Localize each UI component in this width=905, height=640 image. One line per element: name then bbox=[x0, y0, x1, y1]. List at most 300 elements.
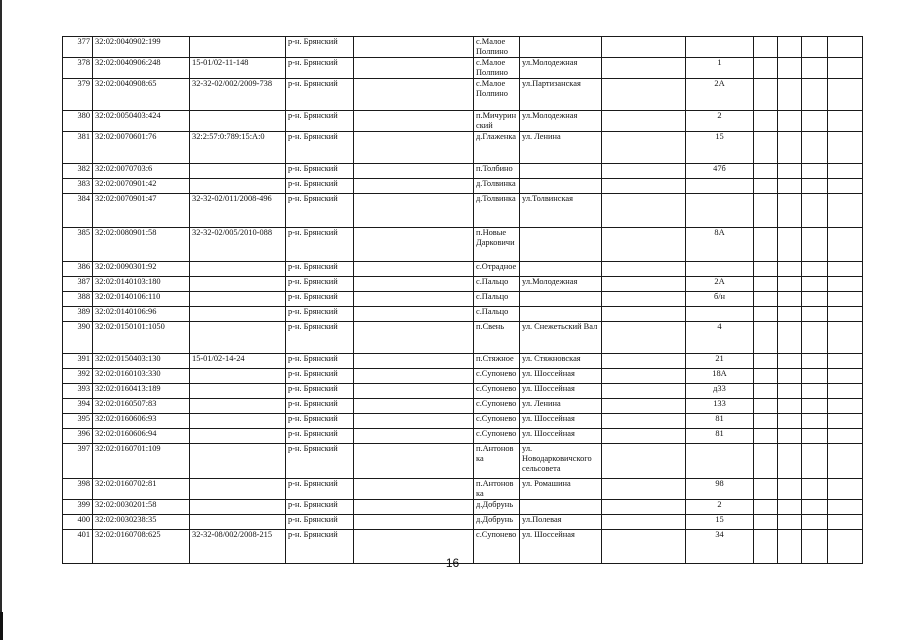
row-number: 390 bbox=[63, 322, 93, 354]
empty-cell bbox=[754, 307, 778, 322]
table-row bbox=[63, 111, 863, 132]
empty-cell bbox=[354, 194, 474, 228]
empty-cell bbox=[778, 228, 802, 262]
empty-cell bbox=[828, 79, 863, 111]
empty-cell bbox=[754, 444, 778, 479]
district: р-н. Брянский bbox=[286, 307, 354, 322]
cadastral-number: 32:02:0140103:180 bbox=[93, 277, 190, 292]
empty-cell bbox=[802, 111, 828, 132]
empty-cell bbox=[754, 384, 778, 399]
table-row bbox=[63, 444, 863, 479]
empty-cell bbox=[754, 262, 778, 277]
settlement: п.Новые Дарковичи bbox=[474, 228, 520, 262]
street: ул. Шоссейная bbox=[520, 384, 602, 399]
empty-cell bbox=[802, 515, 828, 530]
street: ул. Ромашина bbox=[520, 479, 602, 500]
table-row bbox=[63, 132, 863, 164]
empty-cell bbox=[354, 179, 474, 194]
empty-cell bbox=[354, 307, 474, 322]
district: р-н. Брянский bbox=[286, 414, 354, 429]
registration-number bbox=[190, 384, 286, 399]
empty-cell bbox=[802, 399, 828, 414]
settlement: п.Антоновка bbox=[474, 444, 520, 479]
empty-cell bbox=[602, 515, 686, 530]
registration-number bbox=[190, 179, 286, 194]
district: р-н. Брянский bbox=[286, 228, 354, 262]
empty-cell bbox=[754, 500, 778, 515]
empty-cell bbox=[828, 111, 863, 132]
settlement: д.Добрунь bbox=[474, 500, 520, 515]
registration-number bbox=[190, 500, 286, 515]
empty-cell bbox=[778, 399, 802, 414]
empty-cell bbox=[602, 164, 686, 179]
empty-cell bbox=[778, 111, 802, 132]
empty-cell bbox=[354, 322, 474, 354]
registration-number bbox=[190, 429, 286, 444]
empty-cell bbox=[778, 444, 802, 479]
empty-cell bbox=[602, 111, 686, 132]
settlement: д.Добрунь bbox=[474, 515, 520, 530]
table-row bbox=[63, 179, 863, 194]
cadastral-number: 32:02:0160702:81 bbox=[93, 479, 190, 500]
street bbox=[520, 307, 602, 322]
settlement: д.Толвинка bbox=[474, 179, 520, 194]
empty-cell bbox=[802, 262, 828, 277]
table-row bbox=[63, 354, 863, 369]
empty-cell bbox=[828, 500, 863, 515]
empty-cell bbox=[602, 384, 686, 399]
empty-cell bbox=[802, 369, 828, 384]
settlement: п.Стяжное bbox=[474, 354, 520, 369]
empty-cell bbox=[778, 384, 802, 399]
empty-cell bbox=[778, 292, 802, 307]
house-number: 2А bbox=[686, 277, 754, 292]
cadastral-number: 32:02:0070901:47 bbox=[93, 194, 190, 228]
house-number: 98 bbox=[686, 479, 754, 500]
district: р-н. Брянский bbox=[286, 322, 354, 354]
table-row bbox=[63, 292, 863, 307]
cadastral-number: 32:02:0160606:94 bbox=[93, 429, 190, 444]
table-row bbox=[63, 322, 863, 354]
table-row bbox=[63, 414, 863, 429]
empty-cell bbox=[828, 429, 863, 444]
registration-number bbox=[190, 262, 286, 277]
empty-cell bbox=[778, 429, 802, 444]
table-row bbox=[63, 277, 863, 292]
empty-cell bbox=[602, 354, 686, 369]
table-row bbox=[63, 515, 863, 530]
empty-cell bbox=[778, 164, 802, 179]
row-number: 393 bbox=[63, 384, 93, 399]
street bbox=[520, 292, 602, 307]
house-number: б/н bbox=[686, 292, 754, 307]
empty-cell bbox=[754, 322, 778, 354]
row-number: 399 bbox=[63, 500, 93, 515]
empty-cell bbox=[354, 354, 474, 369]
registration-number bbox=[190, 37, 286, 58]
settlement: п.Толбино bbox=[474, 164, 520, 179]
property-register-table bbox=[62, 36, 863, 564]
district: р-н. Брянский bbox=[286, 530, 354, 564]
empty-cell bbox=[602, 414, 686, 429]
empty-cell bbox=[828, 277, 863, 292]
settlement: с.Супонево bbox=[474, 399, 520, 414]
district: р-н. Брянский bbox=[286, 500, 354, 515]
empty-cell bbox=[754, 228, 778, 262]
registration-number bbox=[190, 369, 286, 384]
row-number: 398 bbox=[63, 479, 93, 500]
empty-cell bbox=[602, 399, 686, 414]
empty-cell bbox=[778, 262, 802, 277]
district: р-н. Брянский bbox=[286, 354, 354, 369]
house-number: 81 bbox=[686, 429, 754, 444]
empty-cell bbox=[828, 37, 863, 58]
registration-number: 32-32-02/011/2008-496 bbox=[190, 194, 286, 228]
cadastral-number: 32:02:0160701:109 bbox=[93, 444, 190, 479]
row-number: 394 bbox=[63, 399, 93, 414]
district: р-н. Брянский bbox=[286, 479, 354, 500]
house-number bbox=[686, 444, 754, 479]
empty-cell bbox=[778, 369, 802, 384]
empty-cell bbox=[602, 307, 686, 322]
settlement: с.Малое Полпино bbox=[474, 58, 520, 79]
registration-number bbox=[190, 164, 286, 179]
street bbox=[520, 37, 602, 58]
settlement: с.Отрадное bbox=[474, 262, 520, 277]
street bbox=[520, 164, 602, 179]
empty-cell bbox=[354, 37, 474, 58]
street bbox=[520, 262, 602, 277]
empty-cell bbox=[602, 194, 686, 228]
table-row bbox=[63, 384, 863, 399]
street: ул. Шоссейная bbox=[520, 429, 602, 444]
table-row bbox=[63, 479, 863, 500]
empty-cell bbox=[802, 500, 828, 515]
table-row bbox=[63, 307, 863, 322]
street bbox=[520, 179, 602, 194]
empty-cell bbox=[602, 322, 686, 354]
empty-cell bbox=[778, 277, 802, 292]
empty-cell bbox=[802, 194, 828, 228]
street: ул. Новодарковичского сельсовета bbox=[520, 444, 602, 479]
settlement: с.Пальцо bbox=[474, 307, 520, 322]
empty-cell bbox=[778, 79, 802, 111]
empty-cell bbox=[778, 515, 802, 530]
empty-cell bbox=[354, 277, 474, 292]
table-row bbox=[63, 399, 863, 414]
cadastral-number: 32:02:0090301:92 bbox=[93, 262, 190, 277]
house-number bbox=[686, 179, 754, 194]
empty-cell bbox=[354, 444, 474, 479]
row-number: 391 bbox=[63, 354, 93, 369]
registration-number bbox=[190, 292, 286, 307]
empty-cell bbox=[602, 58, 686, 79]
house-number: 21 bbox=[686, 354, 754, 369]
empty-cell bbox=[354, 228, 474, 262]
registration-number bbox=[190, 277, 286, 292]
house-number: 2 bbox=[686, 111, 754, 132]
district: р-н. Брянский bbox=[286, 37, 354, 58]
row-number: 396 bbox=[63, 429, 93, 444]
empty-cell bbox=[778, 307, 802, 322]
cadastral-number: 32:02:0160507:83 bbox=[93, 399, 190, 414]
house-number: 1 bbox=[686, 58, 754, 79]
cadastral-number: 32:02:0160606:93 bbox=[93, 414, 190, 429]
registration-number: 32:2:57:0:789:15:А:0 bbox=[190, 132, 286, 164]
district: р-н. Брянский bbox=[286, 132, 354, 164]
empty-cell bbox=[602, 179, 686, 194]
empty-cell bbox=[778, 179, 802, 194]
empty-cell bbox=[354, 515, 474, 530]
house-number: 34 bbox=[686, 530, 754, 564]
empty-cell bbox=[602, 500, 686, 515]
empty-cell bbox=[778, 354, 802, 369]
empty-cell bbox=[828, 179, 863, 194]
row-number: 384 bbox=[63, 194, 93, 228]
empty-cell bbox=[828, 322, 863, 354]
registration-number: 32-32-02/005/2010-088 bbox=[190, 228, 286, 262]
cadastral-number: 32:02:0070703:6 bbox=[93, 164, 190, 179]
empty-cell bbox=[828, 58, 863, 79]
street: ул.Молодежная bbox=[520, 277, 602, 292]
empty-cell bbox=[754, 37, 778, 58]
page-left-edge bbox=[0, 0, 2, 640]
empty-cell bbox=[802, 79, 828, 111]
row-number: 389 bbox=[63, 307, 93, 322]
empty-cell bbox=[802, 164, 828, 179]
street: ул. Ленина bbox=[520, 132, 602, 164]
empty-cell bbox=[802, 322, 828, 354]
house-number bbox=[686, 37, 754, 58]
street: ул. Стяжновская bbox=[520, 354, 602, 369]
empty-cell bbox=[828, 307, 863, 322]
house-number bbox=[686, 307, 754, 322]
settlement: с.Малое Полпино bbox=[474, 37, 520, 58]
empty-cell bbox=[802, 429, 828, 444]
registration-number bbox=[190, 515, 286, 530]
empty-cell bbox=[602, 444, 686, 479]
empty-cell bbox=[754, 414, 778, 429]
house-number bbox=[686, 262, 754, 277]
empty-cell bbox=[828, 132, 863, 164]
empty-cell bbox=[828, 444, 863, 479]
street: ул. Шоссейная bbox=[520, 369, 602, 384]
district: р-н. Брянский bbox=[286, 292, 354, 307]
empty-cell bbox=[602, 132, 686, 164]
street: ул.Молодежная bbox=[520, 111, 602, 132]
cadastral-number: 32:02:0160708:625 bbox=[93, 530, 190, 564]
empty-cell bbox=[754, 429, 778, 444]
settlement: с.Малое Полпино bbox=[474, 79, 520, 111]
table-row bbox=[63, 369, 863, 384]
table-row bbox=[63, 262, 863, 277]
row-number: 377 bbox=[63, 37, 93, 58]
settlement: с.Супонево bbox=[474, 384, 520, 399]
empty-cell bbox=[802, 384, 828, 399]
row-number: 400 bbox=[63, 515, 93, 530]
house-number: 15 bbox=[686, 515, 754, 530]
row-number: 395 bbox=[63, 414, 93, 429]
empty-cell bbox=[754, 111, 778, 132]
empty-cell bbox=[354, 111, 474, 132]
row-number: 378 bbox=[63, 58, 93, 79]
cadastral-number: 32:02:0040902:199 bbox=[93, 37, 190, 58]
house-number: 133 bbox=[686, 399, 754, 414]
settlement: с.Супонево bbox=[474, 429, 520, 444]
street: ул. Шоссейная bbox=[520, 530, 602, 564]
registration-number bbox=[190, 322, 286, 354]
house-number: 2А bbox=[686, 79, 754, 111]
empty-cell bbox=[828, 414, 863, 429]
house-number: 8А bbox=[686, 228, 754, 262]
empty-cell bbox=[802, 58, 828, 79]
district: р-н. Брянский bbox=[286, 384, 354, 399]
row-number: 397 bbox=[63, 444, 93, 479]
empty-cell bbox=[828, 399, 863, 414]
empty-cell bbox=[802, 179, 828, 194]
registration-number bbox=[190, 399, 286, 414]
district: р-н. Брянский bbox=[286, 58, 354, 79]
settlement: д.Толвинка bbox=[474, 194, 520, 228]
cadastral-number: 32:02:0030201:58 bbox=[93, 500, 190, 515]
street: ул.Толвинская bbox=[520, 194, 602, 228]
empty-cell bbox=[828, 515, 863, 530]
street bbox=[520, 228, 602, 262]
cadastral-number: 32:02:0040908:65 bbox=[93, 79, 190, 111]
street: ул. Шоссейная bbox=[520, 414, 602, 429]
empty-cell bbox=[778, 194, 802, 228]
empty-cell bbox=[828, 194, 863, 228]
empty-cell bbox=[602, 228, 686, 262]
empty-cell bbox=[354, 414, 474, 429]
empty-cell bbox=[802, 228, 828, 262]
table-body bbox=[63, 37, 863, 564]
empty-cell bbox=[354, 369, 474, 384]
cadastral-number: 32:02:0150403:130 bbox=[93, 354, 190, 369]
row-number: 385 bbox=[63, 228, 93, 262]
house-number: 81 bbox=[686, 414, 754, 429]
district: р-н. Брянский bbox=[286, 399, 354, 414]
empty-cell bbox=[754, 179, 778, 194]
registration-number bbox=[190, 307, 286, 322]
empty-cell bbox=[778, 37, 802, 58]
district: р-н. Брянский bbox=[286, 262, 354, 277]
empty-cell bbox=[354, 429, 474, 444]
empty-cell bbox=[802, 277, 828, 292]
district: р-н. Брянский bbox=[286, 515, 354, 530]
empty-cell bbox=[802, 37, 828, 58]
row-number: 401 bbox=[63, 530, 93, 564]
empty-cell bbox=[754, 79, 778, 111]
cadastral-number: 32:02:0140106:110 bbox=[93, 292, 190, 307]
house-number: д33 bbox=[686, 384, 754, 399]
row-number: 379 bbox=[63, 79, 93, 111]
empty-cell bbox=[602, 479, 686, 500]
row-number: 388 bbox=[63, 292, 93, 307]
empty-cell bbox=[802, 479, 828, 500]
settlement: п.Мичуринский bbox=[474, 111, 520, 132]
district: р-н. Брянский bbox=[286, 429, 354, 444]
empty-cell bbox=[828, 228, 863, 262]
empty-cell bbox=[354, 292, 474, 307]
page-number: 16 bbox=[445, 556, 460, 570]
empty-cell bbox=[828, 354, 863, 369]
cadastral-number: 32:02:0160103:330 bbox=[93, 369, 190, 384]
empty-cell bbox=[354, 479, 474, 500]
cadastral-number: 32:02:0040906:248 bbox=[93, 58, 190, 79]
empty-cell bbox=[754, 277, 778, 292]
empty-cell bbox=[602, 79, 686, 111]
cadastral-number: 32:02:0150101:1050 bbox=[93, 322, 190, 354]
row-number: 380 bbox=[63, 111, 93, 132]
empty-cell bbox=[754, 58, 778, 79]
house-number: 15 bbox=[686, 132, 754, 164]
row-number: 381 bbox=[63, 132, 93, 164]
empty-cell bbox=[828, 292, 863, 307]
empty-cell bbox=[802, 444, 828, 479]
settlement: с.Пальцо bbox=[474, 277, 520, 292]
settlement: с.Супонево bbox=[474, 369, 520, 384]
empty-cell bbox=[828, 479, 863, 500]
registration-number: 15-01/02-14-24 bbox=[190, 354, 286, 369]
registration-number bbox=[190, 414, 286, 429]
empty-cell bbox=[602, 292, 686, 307]
registration-number: 15-01/02-11-148 bbox=[190, 58, 286, 79]
street: ул. Снежетьский Вал bbox=[520, 322, 602, 354]
cadastral-number: 32:02:0070901:42 bbox=[93, 179, 190, 194]
empty-cell bbox=[778, 414, 802, 429]
table-row bbox=[63, 37, 863, 58]
district: р-н. Брянский bbox=[286, 369, 354, 384]
empty-cell bbox=[828, 262, 863, 277]
street: ул.Партизанская bbox=[520, 79, 602, 111]
row-number: 382 bbox=[63, 164, 93, 179]
table-row bbox=[63, 58, 863, 79]
empty-cell bbox=[354, 58, 474, 79]
district: р-н. Брянский bbox=[286, 179, 354, 194]
empty-cell bbox=[754, 164, 778, 179]
empty-cell bbox=[754, 399, 778, 414]
house-number: 18А bbox=[686, 369, 754, 384]
settlement: д.Глаженка bbox=[474, 132, 520, 164]
empty-cell bbox=[602, 262, 686, 277]
settlement: п.Свень bbox=[474, 322, 520, 354]
empty-cell bbox=[754, 515, 778, 530]
empty-cell bbox=[754, 194, 778, 228]
empty-cell bbox=[602, 369, 686, 384]
empty-cell bbox=[354, 164, 474, 179]
empty-cell bbox=[754, 132, 778, 164]
empty-cell bbox=[802, 414, 828, 429]
table-row bbox=[63, 164, 863, 179]
empty-cell bbox=[802, 307, 828, 322]
district: р-н. Брянский bbox=[286, 164, 354, 179]
empty-cell bbox=[828, 384, 863, 399]
settlement: с.Супонево bbox=[474, 530, 520, 564]
empty-cell bbox=[754, 292, 778, 307]
cadastral-number: 32:02:0050403:424 bbox=[93, 111, 190, 132]
cadastral-number: 32:02:0160413:189 bbox=[93, 384, 190, 399]
street: ул.Полевая bbox=[520, 515, 602, 530]
empty-cell bbox=[778, 58, 802, 79]
registration-number bbox=[190, 111, 286, 132]
empty-cell bbox=[602, 429, 686, 444]
row-number: 392 bbox=[63, 369, 93, 384]
registration-number bbox=[190, 444, 286, 479]
registration-number: 32-32-02/002/2009-738 bbox=[190, 79, 286, 111]
house-number bbox=[686, 194, 754, 228]
settlement: с.Пальцо bbox=[474, 292, 520, 307]
